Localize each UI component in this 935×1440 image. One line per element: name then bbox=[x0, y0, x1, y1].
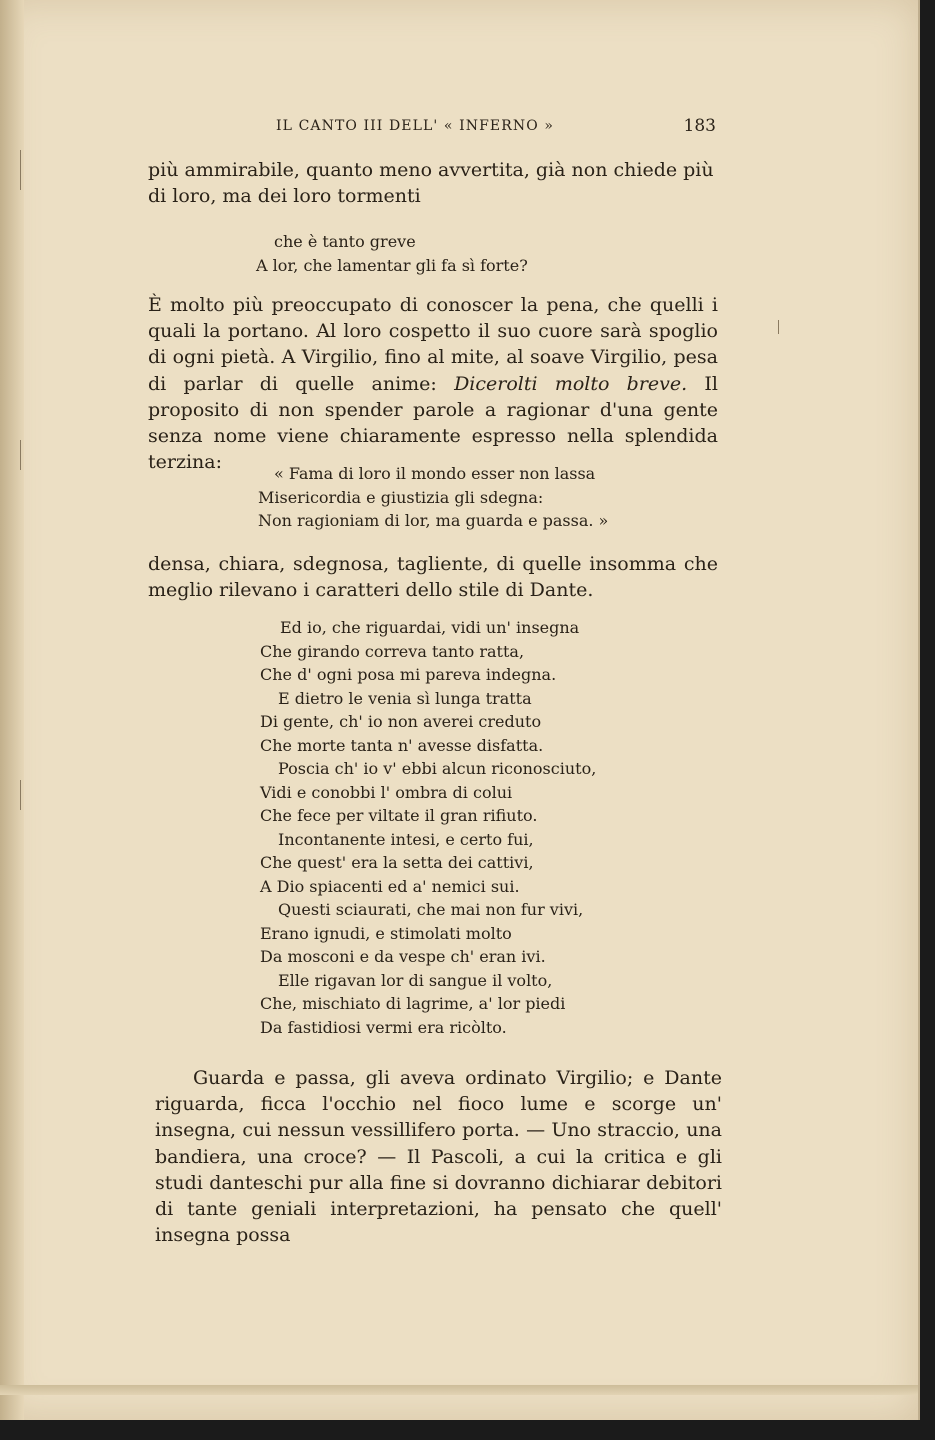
paragraph-4 bbox=[155, 1065, 722, 1248]
verse-line: Erano ignudi, e stimolati molto bbox=[260, 923, 512, 943]
margin-mark bbox=[20, 780, 21, 810]
verse-line: Che quest' era la setta dei cattivi, bbox=[260, 853, 534, 872]
running-head bbox=[148, 118, 718, 140]
paragraph-2-italic: Dicerolti molto breve. bbox=[454, 372, 688, 395]
paragraph-3 bbox=[148, 551, 718, 603]
verse-line: che è tanto greve bbox=[274, 232, 416, 251]
quote-1 bbox=[256, 230, 528, 277]
verse-line: Misericordia e giustizia gli sdegna: bbox=[258, 487, 544, 507]
page-bottom-edge bbox=[0, 1385, 918, 1395]
paragraph-4-text: Guarda e passa, gli aveva ordinato Virgilio; e Dante riguarda, ficca l'occhio nel fioco lume e scorge un' insegna, cui nessun vessillifero porta. — Uno straccio, una bandiera, una croce? — Il Pascoli, a cui la critica e gli studi danteschi pur alla fine si dovranno dichiarar debitori di tante geniali interpretazioni, ha pensato che quell' insegna possa bbox=[155, 1067, 722, 1247]
page-gutter bbox=[0, 0, 24, 1420]
verse-line: Questi sciaurati, che mai non fur vivi, bbox=[278, 900, 584, 919]
verse-line: Incontanente intesi, e certo fui, bbox=[278, 829, 534, 849]
margin-mark bbox=[20, 150, 21, 190]
verse-line: « Fama di loro il mondo esser non lassa bbox=[274, 464, 596, 483]
paragraph-2 bbox=[148, 292, 718, 475]
paragraph-1 bbox=[148, 157, 718, 209]
verse-line: E dietro le venia sì lunga tratta bbox=[278, 688, 532, 708]
page-number: 183 bbox=[683, 116, 716, 136]
verse-line: A lor, che lamentar gli fa sì forte? bbox=[256, 255, 528, 275]
margin-mark bbox=[778, 320, 779, 334]
verse-line: A Dio spiacenti ed a' nemici sui. bbox=[260, 876, 520, 896]
verse-line: Di gente, ch' io non averei creduto bbox=[260, 712, 542, 731]
verse-line: Ed io, che riguardai, vidi un' insegna bbox=[280, 618, 580, 637]
paragraph-2-text: È molto più preoccupato di conoscer la pena, che quelli i quali la portano. Al loro cospetto il suo cuore sarà spoglio di ogni pietà. A Virgilio, fino al mite, al soave Virgilio, pesa di parlar di quelle anime: bbox=[148, 294, 718, 395]
running-head-title: IL CANTO III DELL' « INFERNO » bbox=[276, 118, 555, 134]
verse-line: Non ragioniam di lor, ma guarda e passa. » bbox=[258, 511, 609, 530]
verse-line: Che d' ogni posa mi pareva indegna. bbox=[260, 665, 557, 684]
paragraph-1-line-2: di loro, ma dei loro tormenti bbox=[148, 185, 421, 208]
verse-line: Che morte tanta n' avesse disfatta. bbox=[260, 735, 544, 755]
verse-line: Che fece per viltate il gran rifiuto. bbox=[260, 806, 538, 825]
paragraph-1-line-1: più ammirabile, quanto meno avvertita, già non chiede più bbox=[148, 159, 714, 181]
verse-line: Che girando correva tanto ratta, bbox=[260, 641, 525, 661]
verse-line: Da mosconi e da vespe ch' eran ivi. bbox=[260, 947, 546, 966]
verse-line: Elle rigavan lor di sangue il volto, bbox=[278, 970, 553, 990]
verse-line: Poscia ch' io v' ebbi alcun riconosciuto, bbox=[278, 759, 597, 778]
margin-mark bbox=[20, 440, 21, 470]
verse-line: Che, mischiato di lagrime, a' lor piedi bbox=[260, 994, 566, 1013]
verse-line: Da fastidiosi vermi era ricòlto. bbox=[260, 1017, 507, 1037]
paragraph-3-text: densa, chiara, sdegnosa, tagliente, di quelle insomma che meglio rilevano i caratteri dello stile di Dante. bbox=[148, 553, 718, 602]
quote-3 bbox=[260, 616, 596, 1039]
verse-line: Vidi e conobbi l' ombra di colui bbox=[260, 782, 513, 802]
quote-2 bbox=[258, 462, 608, 533]
paragraph-2-text-end: Il proposito di non spender parole a ragionar d'una gente senza nome viene chiaramente espresso nella splendida terzina: bbox=[148, 372, 718, 474]
